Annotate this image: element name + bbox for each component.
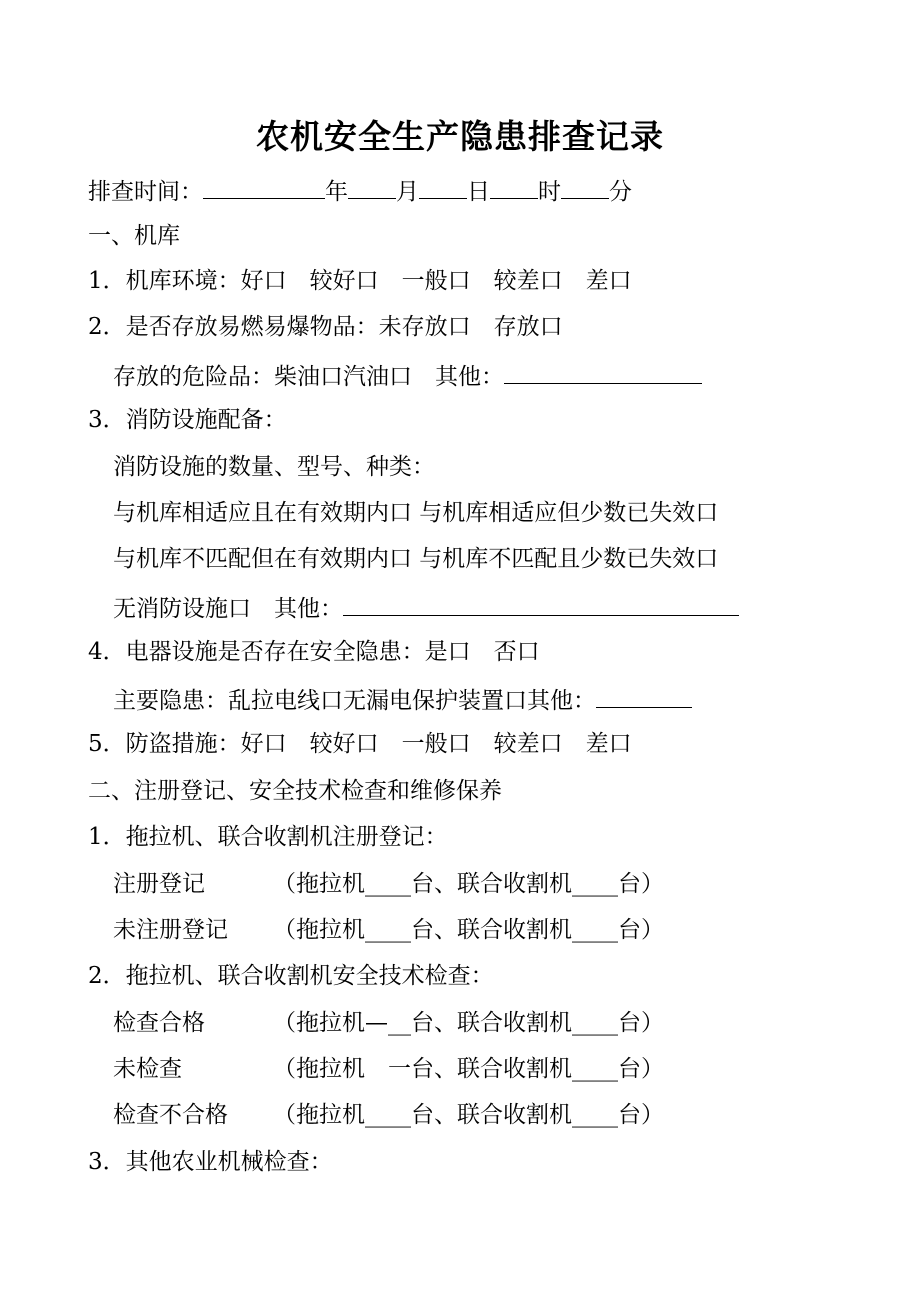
registration-item: 1．拖拉机、联合收割机注册登记：	[88, 824, 448, 850]
unregistered-row-count: （拖拉机____台、联合收割机____台）	[273, 917, 664, 943]
section1-heading: 一、机库	[88, 223, 180, 249]
main-hazards-row	[113, 683, 692, 716]
registration-row-count: （拖拉机____台、联合收割机____台）	[273, 871, 664, 897]
inspection-passed-count: （拖拉机—__台、联合收割机____台）	[273, 1010, 664, 1036]
page-title: 农机安全生产隐患排查记录	[256, 117, 664, 156]
fire-other-blank[interactable]	[343, 591, 739, 616]
not-inspected-label: 未检查	[113, 1056, 182, 1082]
month-blank[interactable]	[348, 174, 396, 199]
registration-row-label: 注册登记	[113, 871, 205, 897]
inspection-failed-label: 检查不合格	[113, 1102, 228, 1128]
hour-blank[interactable]	[490, 174, 538, 199]
fire-equipment-option-row1: 与机库相适应且在有效期内口 与机库相适应但少数已失效口	[113, 500, 719, 526]
no-fire-equipment-label: 无消防设施口 其他：	[113, 596, 343, 622]
garage-environment-item: 1．机库环境：好口 较好口 一般口 较差口 差口	[88, 268, 632, 294]
day-label: 日	[467, 179, 490, 205]
safety-inspection-item: 2．拖拉机、联合收割机安全技术检查：	[88, 963, 494, 989]
anti-theft-item: 5．防盗措施：好口 较好口 一般口 较差口 差口	[88, 731, 632, 757]
fire-equipment-option-row2: 与机库不匹配但在有效期内口 与机库不匹配且少数已失效口	[113, 546, 719, 572]
day-blank[interactable]	[419, 174, 467, 199]
fire-equipment-item: 3．消防设施配备：	[88, 407, 287, 433]
unregistered-row	[113, 915, 664, 945]
flammable-storage-item: 2．是否存放易燃易爆物品：未存放口 存放口	[88, 314, 563, 340]
hazardous-goods-row	[113, 359, 702, 392]
hazards-other-blank[interactable]	[596, 683, 692, 708]
month-label: 月	[396, 179, 419, 205]
section2-heading: 二、注册登记、安全技术检查和维修保养	[88, 778, 502, 804]
no-fire-equipment-row	[113, 591, 739, 624]
hour-label: 时	[538, 179, 561, 205]
hazardous-goods-label: 存放的危险品：柴油口汽油口 其他：	[113, 364, 504, 390]
inspection-passed-label: 检查合格	[113, 1010, 205, 1036]
inspection-time-row	[88, 174, 632, 207]
not-inspected-row	[113, 1054, 664, 1084]
other-machinery-item: 3．其他农业机械检查：	[88, 1149, 333, 1175]
time-label: 排查时间：	[88, 179, 203, 205]
inspection-failed-count: （拖拉机____台、联合收割机____台）	[273, 1102, 664, 1128]
unregistered-row-label: 未注册登记	[113, 917, 228, 943]
main-hazards-label: 主要隐患：乱拉电线口无漏电保护装置口其他：	[113, 688, 596, 714]
year-label: 年	[325, 179, 348, 205]
fire-equipment-spec: 消防设施的数量、型号、种类：	[113, 454, 435, 480]
inspection-failed-row	[113, 1100, 664, 1130]
not-inspected-count: （拖拉机 一台、联合收割机____台）	[273, 1056, 664, 1082]
inspection-passed-row	[113, 1008, 664, 1038]
minute-blank[interactable]	[561, 174, 609, 199]
registration-row	[113, 869, 664, 899]
year-blank[interactable]	[203, 174, 325, 199]
electrical-hazard-item: 4．电器设施是否存在安全隐患：是口 否口	[88, 639, 540, 665]
minute-label: 分	[609, 179, 632, 205]
hazardous-other-blank[interactable]	[504, 359, 702, 384]
